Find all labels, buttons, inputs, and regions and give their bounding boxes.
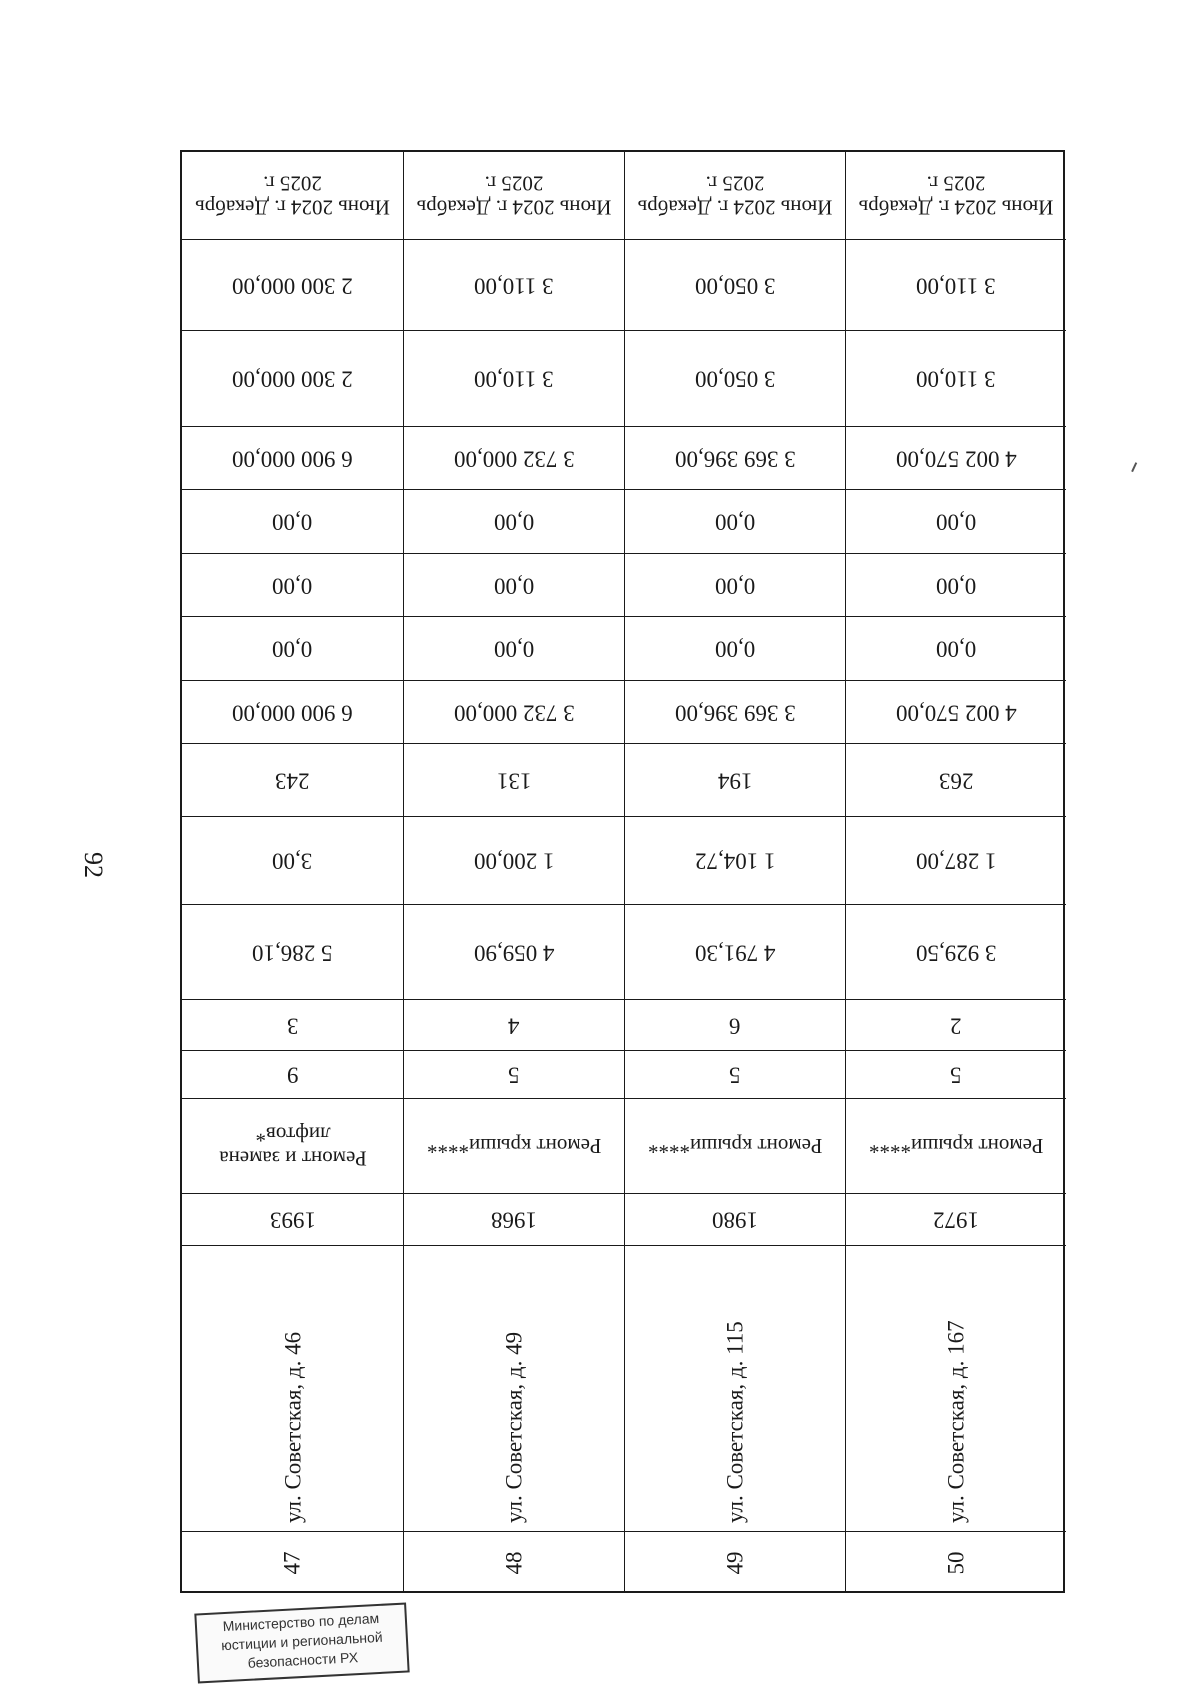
address-cell [625, 1246, 845, 1532]
residents-cell [625, 744, 845, 817]
address: ул. Советская, д. 46 [280, 1331, 305, 1523]
unit-cost-limit: 3 050,00 [694, 273, 776, 299]
table-row [845, 152, 1066, 1591]
area-2-cell [182, 817, 403, 905]
stamp-line: безопасности РХ [247, 1649, 359, 1671]
floors-cell [846, 1051, 1066, 1099]
floors: 9 [286, 1062, 299, 1088]
cost-a-cell [625, 617, 845, 681]
entrances: 4 [508, 1013, 520, 1039]
work-type-cell [846, 1099, 1066, 1194]
area: 4 059,90 [473, 940, 555, 966]
cost-total-2-cell [182, 427, 403, 490]
cost-total-cell [182, 681, 403, 744]
unit-cost-cell [182, 331, 403, 427]
address: ул. Советская, д. 167 [943, 1320, 969, 1523]
work-type: Ремонт крыши**** [868, 1134, 1044, 1159]
row-index: 47 [279, 1551, 305, 1574]
cost-total: 6 900 000,00 [232, 700, 353, 726]
cost-c: 0,00 [714, 509, 756, 535]
work-type: Ремонт крыши**** [426, 1134, 602, 1159]
cost-a: 0,00 [935, 636, 977, 662]
unit-cost-limit-cell [846, 240, 1066, 331]
entrances: 6 [729, 1013, 741, 1039]
cost-b: 0,00 [493, 573, 535, 599]
cost-b: 0,00 [935, 573, 977, 599]
year-cell [182, 1194, 403, 1246]
address-cell [846, 1246, 1066, 1532]
cost-total-2: 6 900 000,00 [232, 446, 353, 472]
cost-b-cell [182, 554, 403, 617]
cost-total: 4 002 570,00 [895, 700, 1017, 726]
ministry-stamp [194, 1603, 409, 1684]
cost-a: 0,00 [493, 636, 535, 662]
index-cell [846, 1532, 1066, 1593]
area-cell [182, 905, 403, 1000]
cost-c: 0,00 [493, 509, 535, 535]
period: Июнь 2024 г. Декабрь 2025 г. [195, 171, 390, 220]
register-table [180, 150, 1065, 1593]
cost-b-cell [625, 554, 845, 617]
address: ул. Советская, д. 49 [501, 1331, 527, 1523]
unit-cost-limit: 3 110,00 [916, 273, 996, 299]
area-2: 1 200,00 [473, 848, 555, 874]
area: 3 929,50 [915, 940, 997, 966]
entrances: 2 [950, 1013, 962, 1039]
entrances-cell [846, 1000, 1066, 1051]
cost-a-cell [404, 617, 624, 681]
row-index: 49 [722, 1551, 747, 1574]
period: Июнь 2024 г. Декабрь 2025 г. [637, 171, 833, 220]
residents: 194 [717, 768, 753, 794]
work-type-cell [182, 1099, 403, 1194]
index-cell [625, 1532, 845, 1593]
unit-cost-limit-cell [404, 240, 624, 331]
unit-cost-cell [404, 331, 624, 427]
entrances-cell [182, 1000, 403, 1051]
page-number: 92 [79, 852, 108, 878]
unit-cost: 2 300 000,00 [232, 366, 353, 392]
area: 5 286,10 [252, 940, 333, 966]
stamp-line: Министерство по делам [222, 1609, 380, 1635]
year: 1968 [491, 1207, 537, 1233]
stray-mark [1131, 462, 1141, 474]
area-2: 1 104,72 [694, 848, 776, 874]
entrances-cell [404, 1000, 624, 1051]
cost-b-cell [404, 554, 624, 617]
cost-a: 0,00 [272, 636, 313, 662]
area-cell [404, 905, 624, 1000]
area: 4 791,30 [694, 940, 776, 966]
area-2: 1 287,00 [915, 848, 997, 874]
residents: 243 [275, 768, 310, 794]
address: ул. Советская, д. 115 [722, 1321, 748, 1523]
residents: 263 [938, 768, 974, 794]
unit-cost-limit: 3 110,00 [474, 273, 554, 299]
cost-total-2-cell [625, 427, 845, 490]
period-cell [182, 152, 403, 240]
cost-a-cell [846, 617, 1066, 681]
cost-total: 3 369 396,00 [674, 700, 796, 726]
residents: 131 [496, 768, 532, 794]
year: 1980 [712, 1207, 758, 1233]
cost-c-cell [182, 490, 403, 554]
entrances-cell [625, 1000, 845, 1051]
work-type-cell [625, 1099, 845, 1194]
cost-c-cell [625, 490, 845, 554]
period: Июнь 2024 г. Декабрь 2025 г. [416, 171, 612, 220]
cost-total: 3 732 000,00 [453, 700, 575, 726]
unit-cost-cell [625, 331, 845, 427]
cost-total-2: 3 369 396,00 [674, 446, 796, 472]
cost-c-cell [846, 490, 1066, 554]
year: 1972 [933, 1207, 979, 1233]
floors-cell [182, 1051, 403, 1099]
unit-cost-limit-cell [182, 240, 403, 331]
cost-total-cell [625, 681, 845, 744]
entrances: 3 [286, 1013, 299, 1039]
unit-cost: 3 050,00 [694, 366, 776, 392]
period-cell [404, 152, 624, 240]
period-cell [846, 152, 1066, 240]
cost-total-2-cell [846, 427, 1066, 490]
floors: 5 [950, 1062, 962, 1088]
index-cell [404, 1532, 624, 1593]
cost-c: 0,00 [935, 509, 977, 535]
cost-b-cell [846, 554, 1066, 617]
row-index: 48 [501, 1551, 526, 1574]
year-cell [404, 1194, 624, 1246]
table-row [624, 152, 845, 1591]
residents-cell [846, 744, 1066, 817]
area-cell [846, 905, 1066, 1000]
floors-cell [404, 1051, 624, 1099]
cost-c-cell [404, 490, 624, 554]
work-type-cell [404, 1099, 624, 1194]
stamp-line: юстиции и региональной [220, 1628, 384, 1654]
floors: 5 [729, 1062, 741, 1088]
unit-cost: 3 110,00 [474, 366, 554, 392]
cost-total-2: 4 002 570,00 [895, 446, 1017, 472]
address-cell [404, 1246, 624, 1532]
table-row [403, 152, 624, 1591]
work-type: Ремонт и замена лифтов* [218, 1122, 367, 1171]
area-2-cell [404, 817, 624, 905]
floors-cell [625, 1051, 845, 1099]
floors: 5 [508, 1062, 520, 1088]
cost-b: 0,00 [714, 573, 756, 599]
year: 1993 [269, 1207, 316, 1233]
area-2-cell [846, 817, 1066, 905]
residents-cell [182, 744, 403, 817]
unit-cost-limit-cell [625, 240, 845, 331]
cost-a-cell [182, 617, 403, 681]
unit-cost-limit: 2 300 000,00 [232, 273, 353, 299]
period: Июнь 2024 г. Декабрь 2025 г. [858, 171, 1054, 220]
address-cell [182, 1246, 403, 1532]
cost-total-2: 3 732 000,00 [453, 446, 575, 472]
table-row [182, 152, 403, 1591]
index-cell [182, 1532, 403, 1593]
area-2: 3,00 [272, 848, 313, 874]
work-type: Ремонт крыши**** [647, 1134, 823, 1159]
residents-cell [404, 744, 624, 817]
row-index: 50 [943, 1551, 968, 1574]
cost-total-cell [846, 681, 1066, 744]
period-cell [625, 152, 845, 240]
year-cell [625, 1194, 845, 1246]
cost-b: 0,00 [272, 573, 313, 599]
cost-total-cell [404, 681, 624, 744]
area-cell [625, 905, 845, 1000]
cost-c: 0,00 [272, 509, 313, 535]
cost-a: 0,00 [714, 636, 756, 662]
cost-total-2-cell [404, 427, 624, 490]
year-cell [846, 1194, 1066, 1246]
unit-cost: 3 110,00 [916, 366, 996, 392]
area-2-cell [625, 817, 845, 905]
unit-cost-cell [846, 331, 1066, 427]
